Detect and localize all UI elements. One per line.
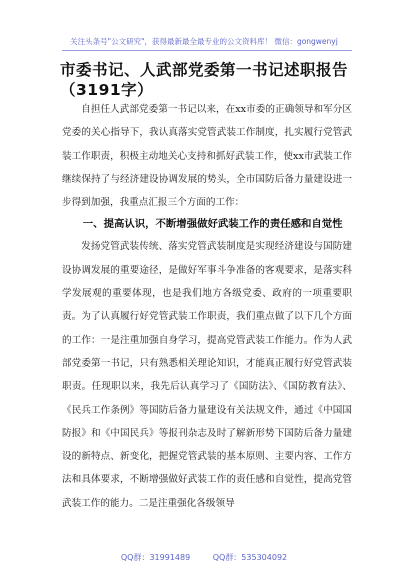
footer-qq-group-2: QQ群：535304092: [212, 553, 288, 562]
document-body: [62, 98, 352, 515]
header-banner: 关注头条号"公文研究"，获得最新最全最专业的公文资料库！ 微信：gongwenyj: [70, 37, 338, 46]
section-heading: 一、提高认识，不断增强做好武装工作的责任感和自觉性: [82, 218, 343, 231]
document-title: 市委书记、人武部党委第一书记述职报告（3191字）: [60, 61, 349, 99]
footer: [0, 552, 408, 563]
intro-paragraph: 自担任人武部党委第一书记以来，在xx市委的正确领导和军分区党委的关心指导下，我认真落实党管武装工作制度，扎实履行党管武装工作职责，积极主动地关心支持和抓好武装工作，使xx市武装工作继续保持了与经济建设协调发展的势头，全市国防后备力量建设进一步得到加强，我重点汇报三个方面的工作：: [62, 104, 352, 209]
header-divider: [62, 50, 352, 51]
footer-qq-group-1: QQ群：31991489: [120, 553, 191, 562]
section-paragraph: 发扬党管武装传统、落实党管武装制度是实现经济建设与国防建设协调发展的重要途径，是做好军事斗争准备的客观要求，是落实科学发展观的重要体现，也是我们地方各级党委、政府的一项重要职责。为了认真履行好党管武装工作职责，我们重点做了以下几个方面的工作：一是注重加强自身学习，提高党管武装工作能力。作为人武部党委第一书记，只有熟悉相关理论知识，才能真正履行好党管武装职责。任现职以来，我先后认真学习了《国防法》、《国防教育法》、《民兵工作条例》等国防后备力量建设有关法规文件，通过《中国国防报》和《中国民兵》等报刊杂志及时了解新形势下国防后备力量建设的新特点、新变化，把握党管武装的基本原则、主要内容、工作方法和具体要求，不断增强做好武装工作的责任感和自觉性，提高党管武装工作的能力。二是注重强化各级领导: [62, 241, 352, 509]
